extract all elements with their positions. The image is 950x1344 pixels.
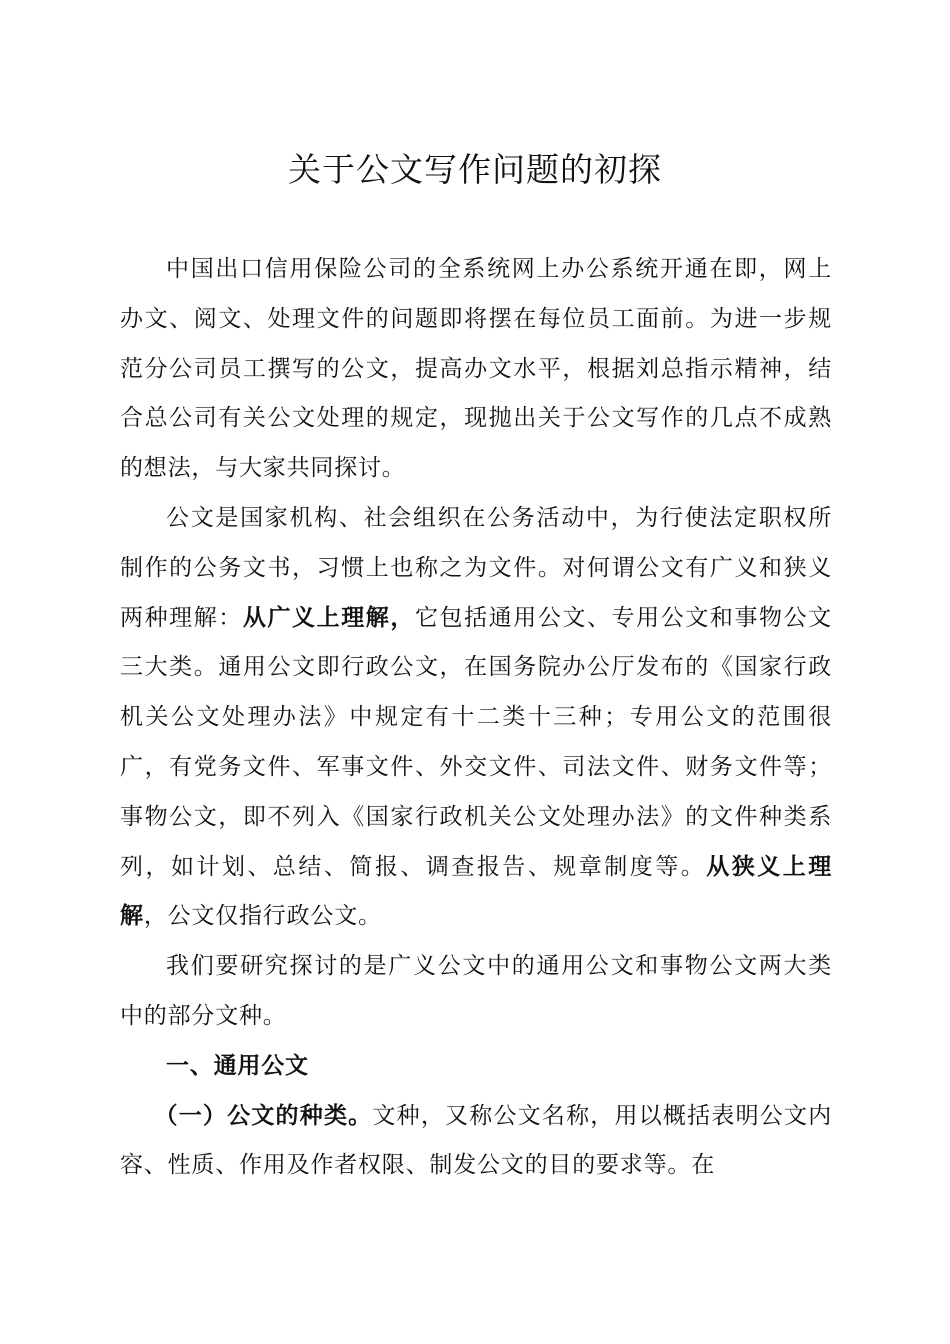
subsection-heading-types: （一）公文的种类。: [154, 1102, 373, 1129]
paragraph-document-types: [120, 1092, 832, 1192]
paragraph-scope-text: 我们要研究探讨的是广义公文中的通用公文和事物公文两大类中的部分文种。: [120, 953, 832, 1029]
section-heading-general-documents: 一、通用公文: [166, 1052, 309, 1079]
paragraph-intro-text: 中国出口信用保险公司的全系统网上办公系统开通在即，网上办文、阅文、处理文件的问题即将摆在每位员工面前。为进一步规范分公司员工撰写的公文，提高办文水平，根据刘总指示精神，结合总公司有关公文处理的规定，现抛出关于公文写作的几点不成熟的想法，与大家共同探讨。: [120, 256, 832, 482]
paragraph-definition-text-a: 公文是国家机构、社会组织在公务活动中，为行使法定职权所制作的公务文书，习惯上也称之为文件。对何谓公文有广义和狭义两种理解：: [120, 504, 832, 631]
document-title: 关于公文写作问题的初探: [288, 150, 662, 189]
paragraph-document-types-text: 文种，又称公文名称，用以概括表明公文内容、性质、作用及作者权限、制发公文的目的要求等。在: [120, 1102, 833, 1179]
paragraph-definition-text-b: 它包括通用公文、专用公文和事物公文三大类。通用公文即行政公文，在国务院办公厅发布的《国家行政机关公文处理办法》中规定有十二类十三种；专用公文的范围很广，有党务文件、军事文件、外交文件、司法文件、财务文件等；事物公文，即不列入《国家行政机关公文处理办法》的文件种类系列，如计划、总结、简报、调查报告、规章制度等。: [120, 604, 832, 880]
broad-sense-label: 从广义上理解，: [242, 604, 415, 631]
paragraph-definition-text-c: ，公文仅指行政公文。: [143, 903, 382, 930]
paragraph-scope: [120, 942, 832, 1042]
narrow-sense-label: 从狭义上理解: [120, 853, 833, 930]
paragraph-intro: [120, 245, 832, 494]
paragraph-definition: [120, 494, 832, 942]
document-body: [120, 245, 832, 1191]
